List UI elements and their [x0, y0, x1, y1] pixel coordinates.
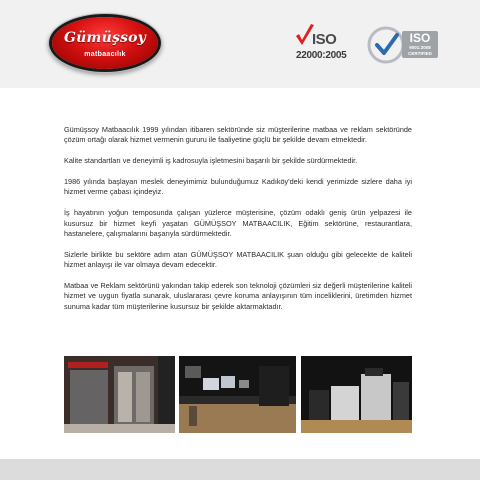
iso2-box: [402, 31, 438, 58]
paragraph: 1986 yılında başlayan meslek deneyimimiz bulunduğumuz Kadıköy'deki kendi yerimizde sizlere daha iyi hizmet verme çabası içindeyiz.: [64, 177, 412, 197]
iso2-label: ISO: [409, 31, 431, 45]
iso1-label: ISO: [312, 31, 337, 48]
about-text: [64, 125, 412, 323]
paragraph: Gümüşsoy Matbaacılık 1999 yılından itibaren sektöründe siz müşterilerine matbaa ve reklam sektöründe çözüm ortağı olarak hizmet vermenin gururu ile faaliyetine güçlü bir şekilde devam etmektedir.: [64, 125, 412, 145]
iso2-number: 9001:2008: [409, 45, 431, 50]
photo-gallery: [64, 356, 412, 433]
company-logo[interactable]: [52, 17, 158, 69]
paragraph: Kalite standartları ve deneyimli iş kadrosuyla işletmesini başarılı bir şekilde sürdürmektedir.: [64, 156, 358, 166]
iso-22000-badge: [294, 23, 348, 65]
iso-9001-badge: [366, 25, 438, 65]
printing-machines-photo[interactable]: [301, 356, 412, 433]
logo-name: Gümüşsoy: [64, 30, 146, 46]
paragraph: Sizlerle birlikte bu sektöre adım atan GÜMÜŞSOY MATBAACILIK şuan olduğu gibi gelecekte de kaliteli hizmet anlayışı ile var olmaya devam edecektir.: [64, 249, 412, 270]
office-photo[interactable]: [179, 356, 296, 433]
paragraph: İş hayatının yoğun temposunda çalışan yüzlerce müşterisine, çözüm odaklı geniş ürün yelpazesi ile kusursuz bir hizmet keyfi yaşatan GÜMÜŞSOY MATBAACILIK, Eğitim sektörüne, restaurantlara, hastanelere, çalışmalarını başarıyla sürdürmektedir.: [64, 208, 412, 239]
certified-check-icon: [366, 25, 406, 65]
storefront-photo[interactable]: [64, 356, 175, 433]
footer-bar: [0, 459, 480, 480]
iso1-number: 22000:2005: [296, 50, 347, 61]
logo-subtitle: matbaacılık: [84, 51, 126, 58]
iso2-certified: CERTIFIED: [408, 51, 432, 56]
header: [0, 0, 480, 88]
paragraph: Matbaa ve Reklam sektörünü yakından takip ederek son teknoloji çözümleri siz değerli müşterilerine kaliteli hizmet ve uygun fiyatla sunarak, uluslararası çevre koruma anlayışının tüm inceliklerini, üretimden hizmet sunuma kadar tüm müşterilerine kusursuz bir şekilde aktarmaktadır.: [64, 281, 412, 311]
